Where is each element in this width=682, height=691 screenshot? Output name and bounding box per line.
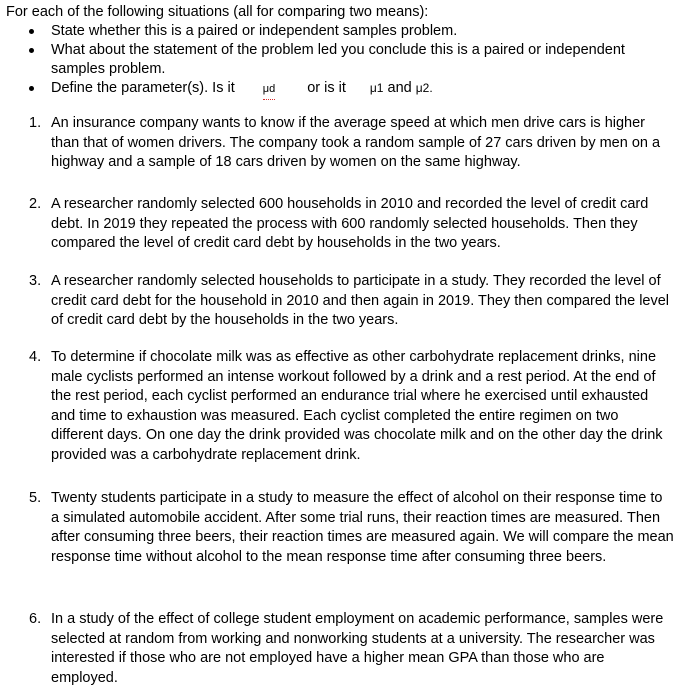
problem-item-4: [29, 348, 674, 465]
problem-number: 6.: [29, 611, 42, 627]
problem-item-1: [29, 114, 674, 173]
problem-item-2: [29, 195, 674, 254]
problem-number: 3.: [29, 273, 42, 289]
problem-text: To determine if chocolate milk was as effective as other carbohydrate replacement drinks, nine male cyclists performed an intense workout followed by a drink and a rest period. At the end of the rest period, each cyclist performed an endurance trial where he exercised until exhausted and time to exhaustion was measured. Each cyclist completed the entire regimen on two different days. On one day the drink provided was chocolate milk and on the other day the drink provided was a carbohydrate replacement drink.: [51, 349, 663, 463]
problem-text: A researcher randomly selected 600 households in 2010 and recorded the level of credit card debt. In 2019 they repeated the process with 600 randomly selected households. Then they compared the level of credit card debt by households in the two years.: [51, 196, 649, 251]
mu-2-symbol: μ2.: [415, 81, 433, 95]
instruction-item-parameters: [29, 79, 674, 99]
bullet-icon: [29, 86, 34, 91]
instruction-list: [29, 22, 674, 99]
instruction-text-or: or is it: [307, 80, 346, 96]
instruction-text: Define the parameter(s). Is it: [51, 80, 235, 96]
problem-text: A researcher randomly selected households to participate in a study. They recorded the level of credit card debt for the household in 2010 and then again in 2019. They then compared the level of credit card debt by the households in the two years.: [51, 273, 670, 328]
bullet-icon: [29, 29, 34, 34]
instruction-item-reasoning: [29, 41, 674, 79]
problem-number: 1.: [29, 115, 42, 131]
problem-item-3: [29, 272, 674, 331]
instruction-text: What about the statement of the problem led you conclude this is a paired or independent samples problem.: [51, 42, 625, 77]
problem-number: 5.: [29, 490, 42, 506]
intro-text: For each of the following situations (all for comparing two means):: [6, 4, 429, 20]
problem-item-6: [29, 610, 674, 688]
instruction-text-and: and: [387, 80, 412, 96]
problem-text: In a study of the effect of college student employment on academic performance, samples were selected at random from working and nonworking students at a university. The researcher was interested if those who are not employed have a higher mean GPA than those who are employed.: [51, 611, 664, 686]
problem-number: 4.: [29, 349, 42, 365]
bullet-icon: [29, 48, 34, 53]
problem-item-5: [29, 489, 674, 567]
instruction-text: State whether this is a paired or independent samples problem.: [51, 23, 458, 39]
instruction-item-sample-type: [29, 22, 674, 41]
problem-number: 2.: [29, 196, 42, 212]
mu-d-symbol: μd: [263, 80, 275, 99]
mu-1-symbol: μ1: [369, 81, 384, 95]
problem-text: An insurance company wants to know if the average speed at which men drive cars is higher than that of women drivers. The company took a random sample of 27 cars driven by men on a highway and a sample of 18 cars driven by women on the same highway.: [51, 115, 661, 170]
problem-text: Twenty students participate in a study to measure the effect of alcohol on their response time to a simulated automobile accident. After some trial runs, their reaction times are measured. Then after consuming three beers, their reaction times are measured again. We will compare the mean response time without alcohol to the mean response time after consuming three beers.: [51, 490, 674, 565]
